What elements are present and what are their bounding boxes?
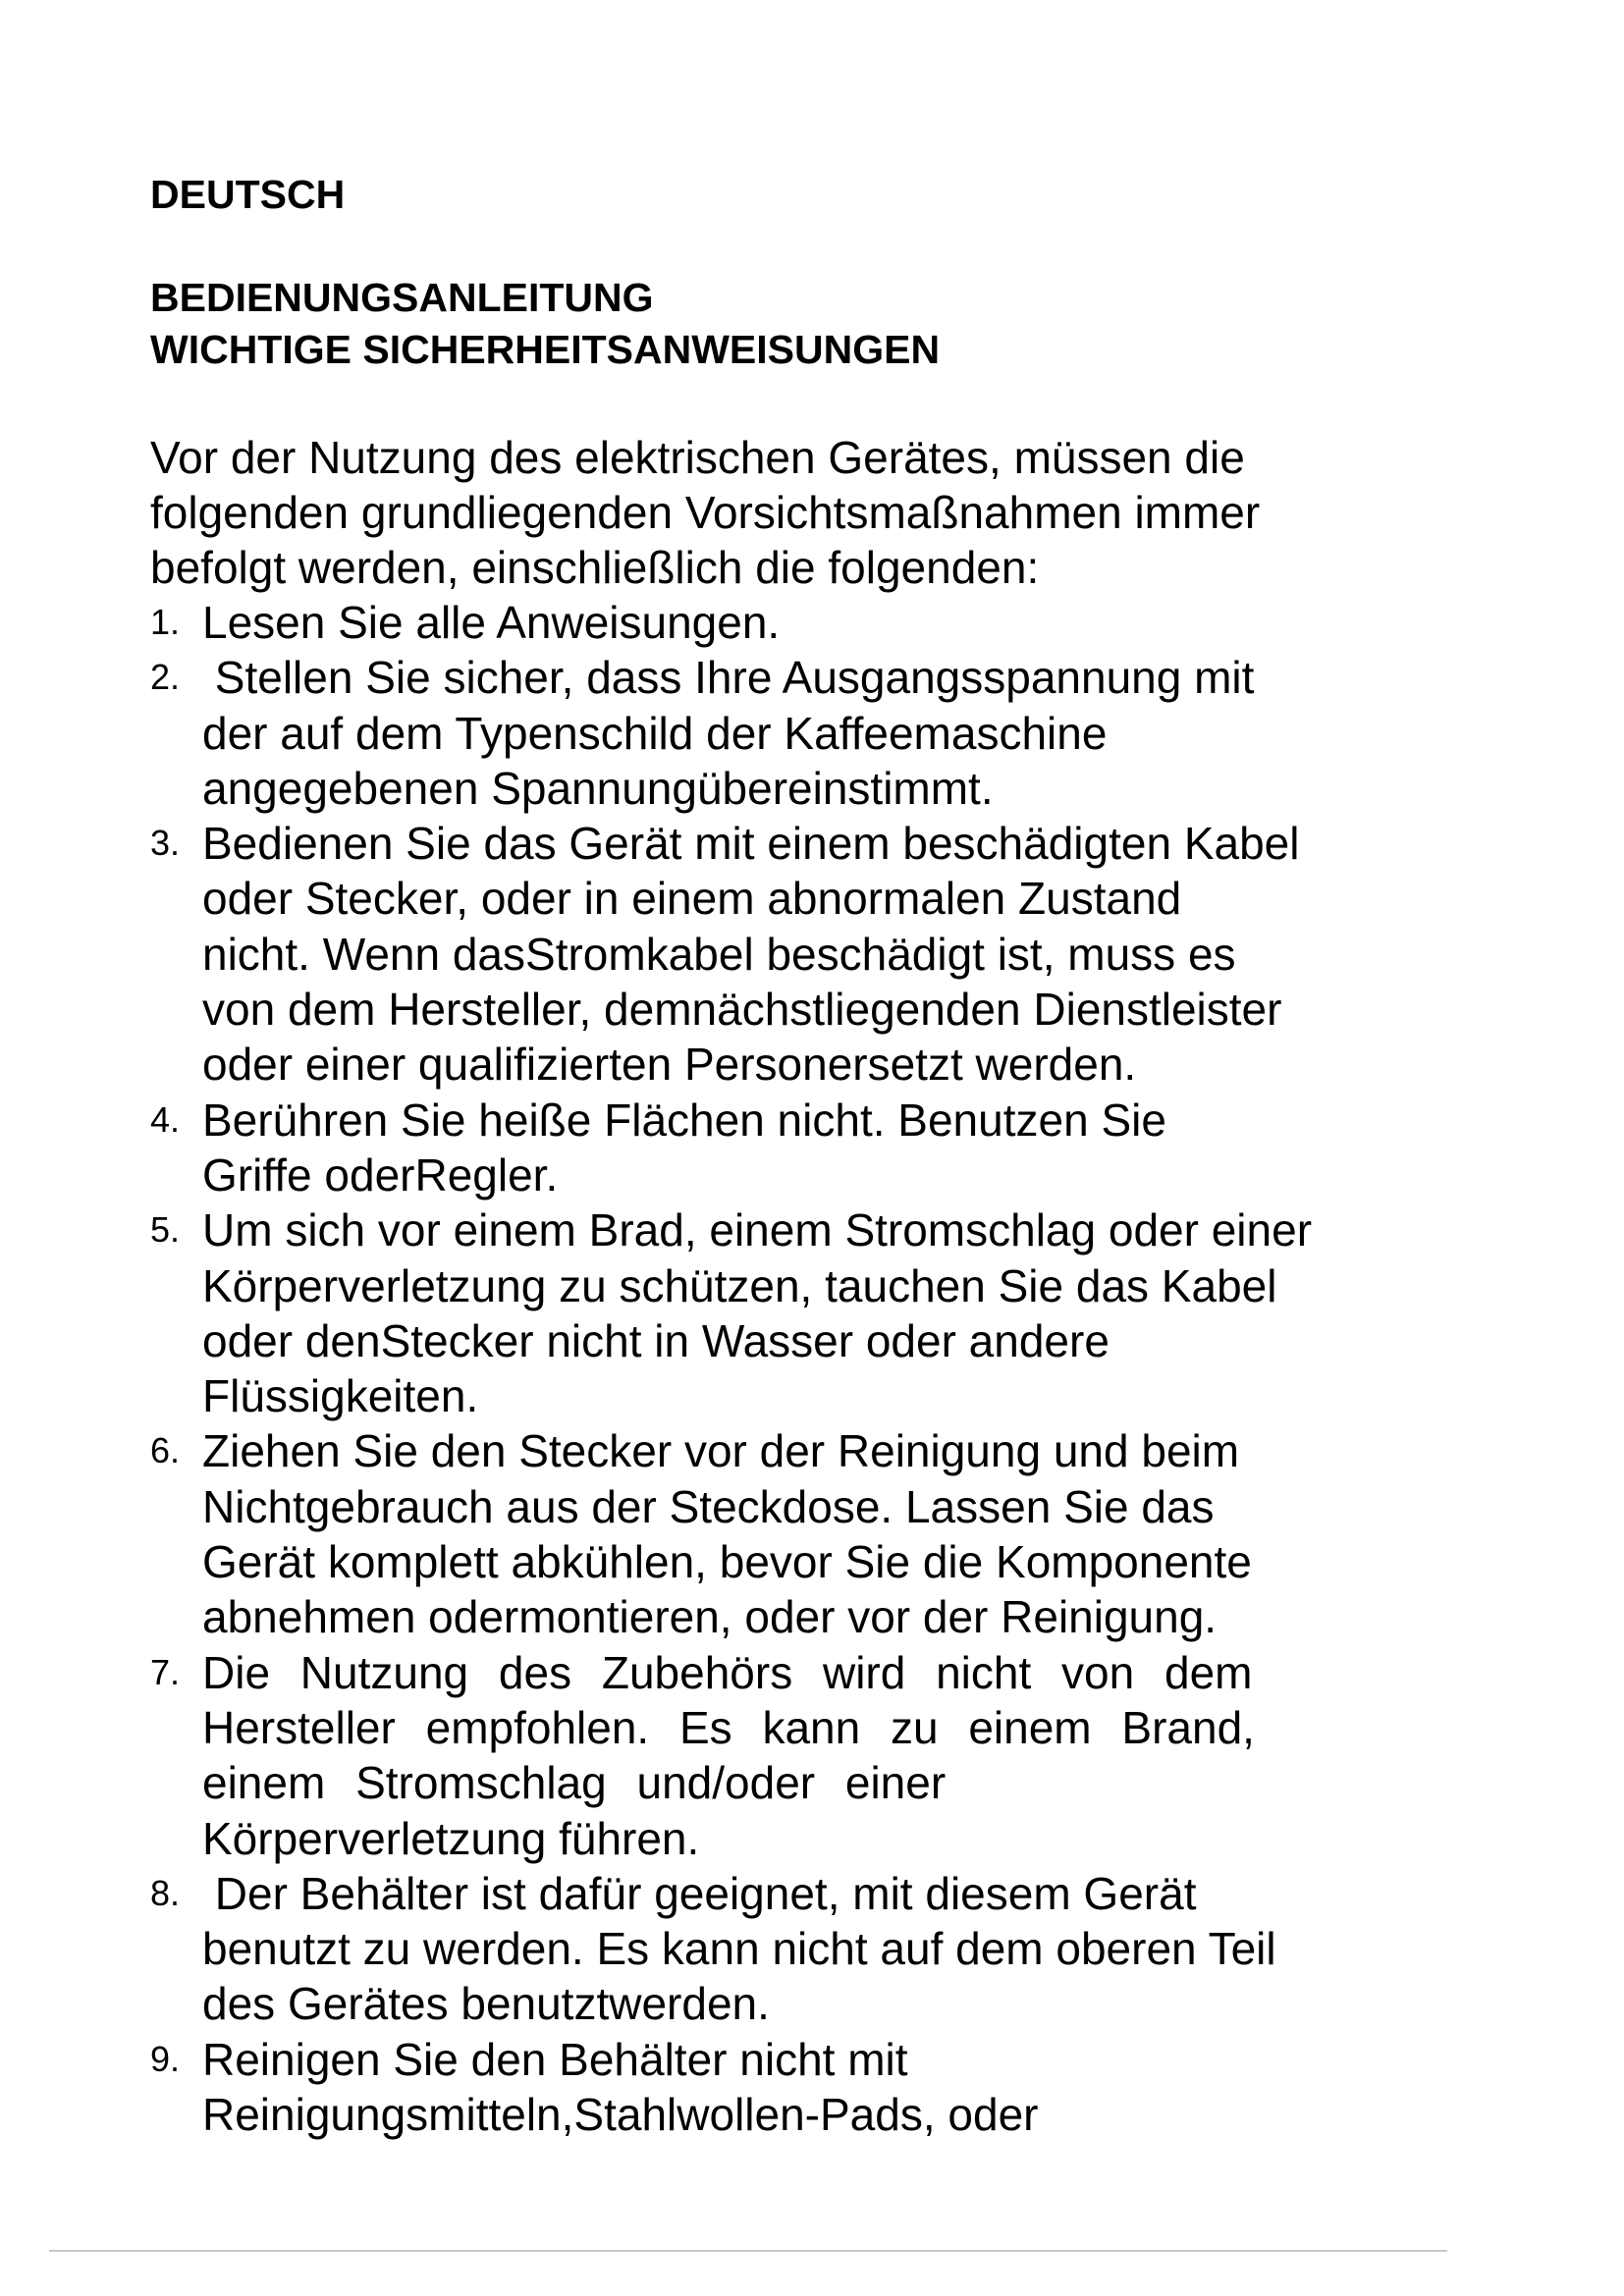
item-text-line: Griffe oderRegler. — [202, 1148, 559, 1201]
item-text-line: abnehmen odermontieren, oder vor der Reinigung. — [202, 1591, 1218, 1643]
list-item — [150, 1645, 1525, 1866]
intro-paragraph — [150, 430, 1486, 595]
item-number: 2. — [150, 657, 181, 698]
intro-line: befolgt werden, einschließlich die folgenden: — [150, 542, 1040, 593]
item-number: 1. — [150, 602, 181, 642]
item-text-line: einem Stromschlag und/oder einer — [202, 1757, 947, 1809]
item-text-line: Gerät komplett abkühlen, bevor Sie die Komponente — [202, 1536, 1252, 1588]
item-number: 8. — [150, 1872, 181, 1913]
item-text-line: der auf dem Typenschild der Kaffeemaschine — [202, 707, 1108, 759]
list-item — [150, 1093, 1525, 1203]
item-text-line: Die Nutzung des Zubehörs wird nicht von dem — [202, 1646, 1253, 1698]
list-item — [150, 650, 1525, 816]
footer-divider — [49, 2250, 1447, 2252]
list-item — [150, 1423, 1525, 1644]
item-text-line: Hersteller empfohlen. Es kann zu einem Brand, — [202, 1701, 1255, 1753]
list-item — [150, 1202, 1525, 1423]
item-text-line: von dem Hersteller, demnächstliegenden Dienstleister — [202, 984, 1282, 1036]
item-text-line: Der Behälter ist dafür geeignet, mit diesem Gerät — [202, 1867, 1197, 1919]
item-text-line: Reinigen Sie den Behälter nicht mit — [202, 2033, 908, 2085]
list-item — [150, 1866, 1525, 2032]
item-text-line: Berühren Sie heiße Flächen nicht. Benutzen Sie — [202, 1094, 1166, 1146]
item-number: 4. — [150, 1098, 181, 1140]
item-number: 9. — [150, 2038, 181, 2079]
item-text-line: nicht. Wenn dasStromkabel beschädigt ist, muss es — [202, 928, 1236, 980]
manual-title: BEDIENUNGSANLEITUNG — [150, 275, 654, 320]
item-text-line: Ziehen Sie den Stecker vor der Reinigung und beim — [202, 1425, 1240, 1477]
item-number: 6. — [150, 1430, 181, 1471]
item-number: 7. — [150, 1651, 181, 1692]
item-text-line: Lesen Sie alle Anweisungen. — [202, 597, 781, 648]
list-item — [150, 2032, 1525, 2143]
item-text-line: oder denStecker nicht in Wasser oder andere — [202, 1314, 1110, 1366]
intro-line: folgenden grundliegenden Vorsichtsmaßnahmen immer — [150, 487, 1261, 538]
intro-line: Vor der Nutzung des elektrischen Gerätes, müssen die — [150, 432, 1245, 483]
list-item — [150, 595, 1525, 650]
safety-title: WICHTIGE SICHERHEITSANWEISUNGEN — [150, 327, 941, 372]
item-text-line: angegebenen Spannungübereinstimmt. — [202, 762, 994, 814]
item-text-line: Bedienen Sie das Gerät mit einem beschädigten Kabel — [202, 818, 1300, 870]
item-text-line: Körperverletzung zu schützen, tauchen Sie das Kabel — [202, 1259, 1277, 1311]
item-text-line: Körperverletzung führen. — [202, 1812, 700, 1864]
safety-instructions-list — [150, 595, 1525, 2142]
language-heading: DEUTSCH — [150, 172, 346, 217]
item-number: 5. — [150, 1209, 181, 1251]
list-item — [150, 816, 1525, 1092]
item-text-line: Stellen Sie sicher, dass Ihre Ausgangsspannung mit — [202, 652, 1255, 704]
item-text-line: des Gerätes benutztwerden. — [202, 1978, 770, 2030]
item-number: 3. — [150, 823, 181, 864]
item-text-line: oder Stecker, oder in einem abnormalen Zustand — [202, 873, 1182, 925]
item-text-line: Reinigungsmitteln,Stahlwollen-Pads, oder — [202, 2089, 1039, 2141]
item-text-line: Nichtgebrauch aus der Steckdose. Lassen Sie das — [202, 1480, 1215, 1532]
item-text-line: oder einer qualifizierten Personersetzt werden. — [202, 1039, 1137, 1091]
item-text-line: benutzt zu werden. Es kann nicht auf dem oberen Teil — [202, 1923, 1276, 1975]
item-text-line: Um sich vor einem Brad, einem Stromschlag oder einer — [202, 1204, 1313, 1256]
item-text-line: Flüssigkeiten. — [202, 1370, 479, 1422]
